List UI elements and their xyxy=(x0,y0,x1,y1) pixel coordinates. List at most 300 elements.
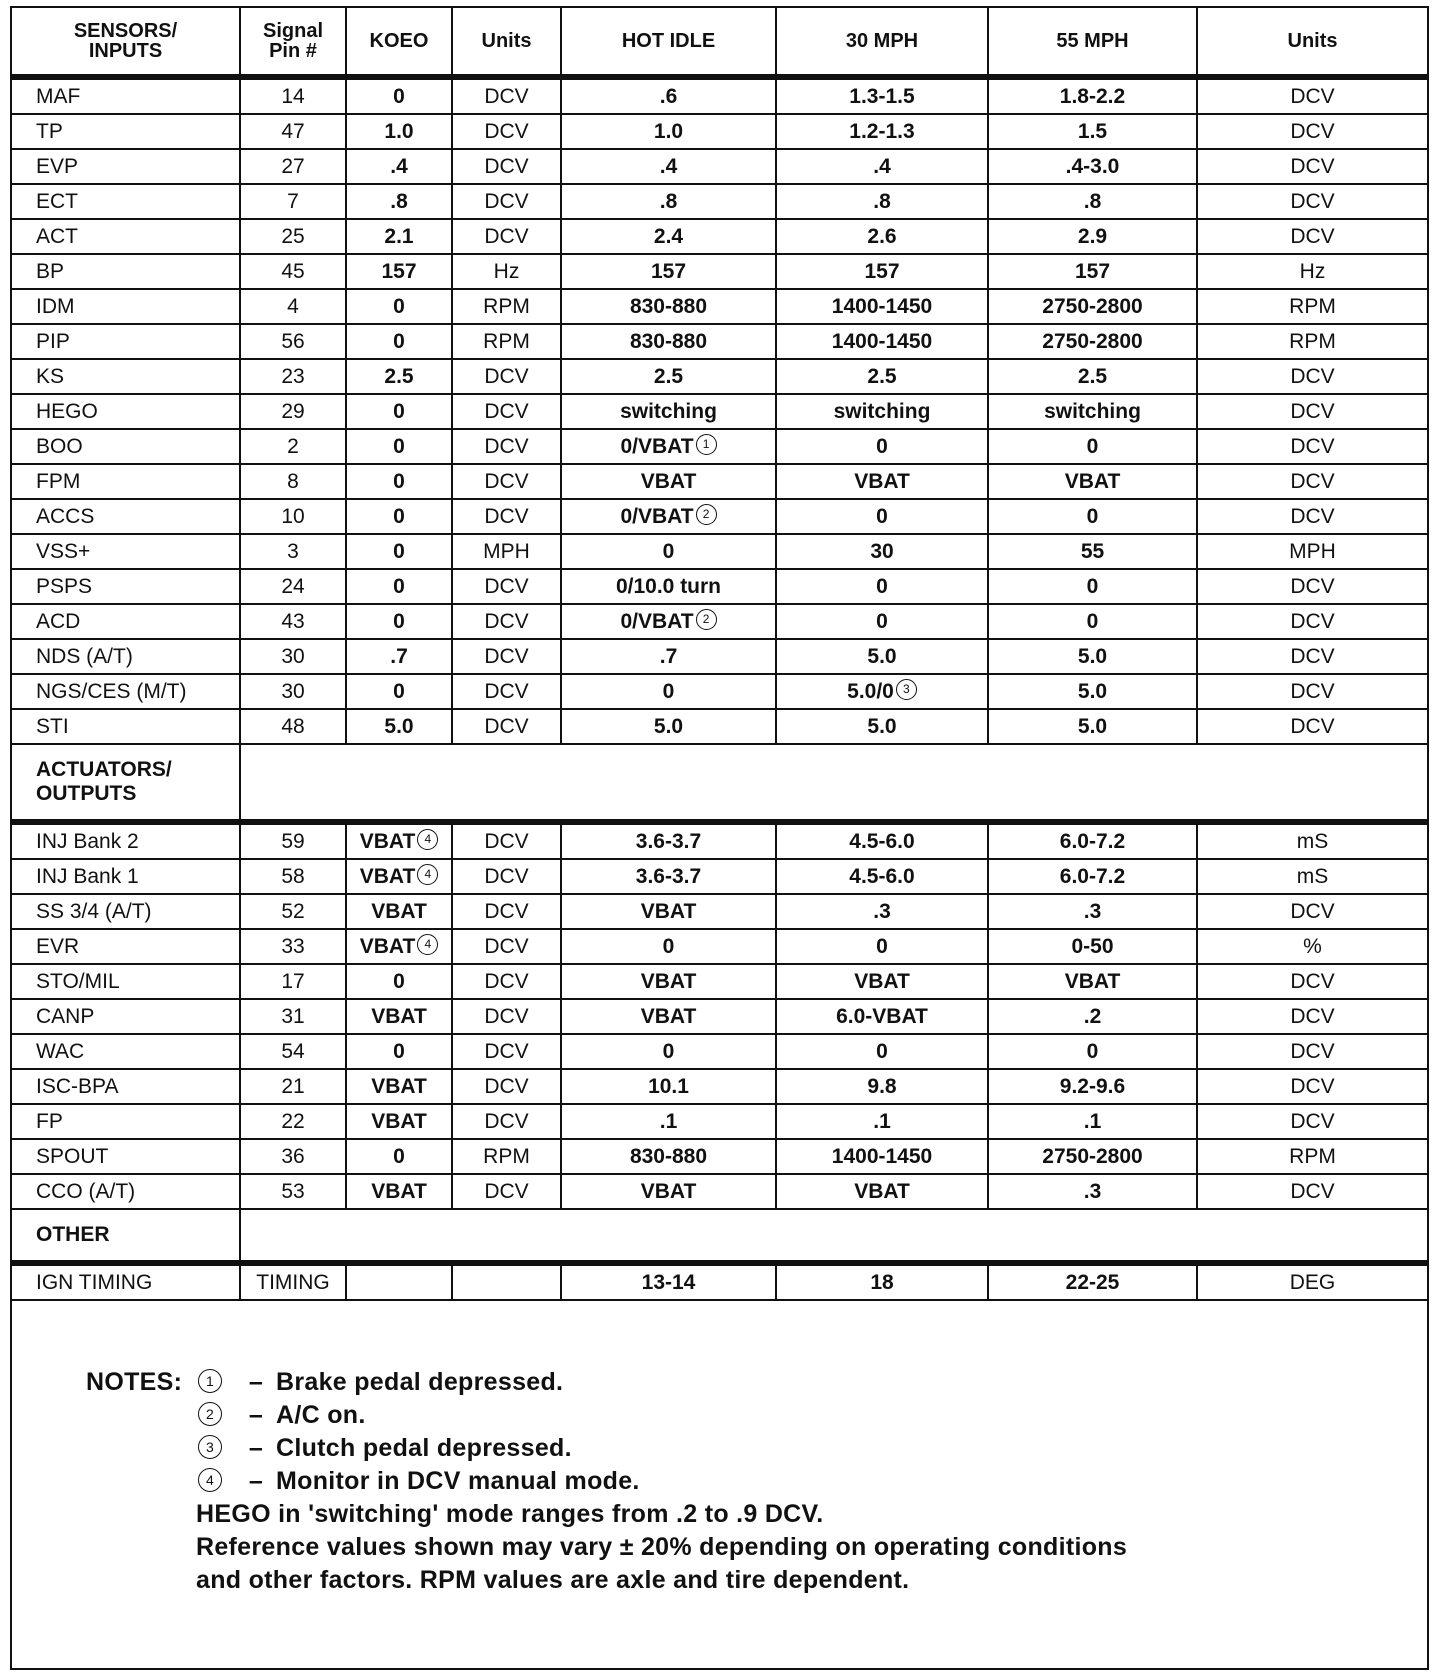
cell-value: 5.0 xyxy=(384,714,414,738)
cell-pin xyxy=(240,1174,346,1209)
table-row xyxy=(12,1069,1427,1104)
cell-mph30 xyxy=(776,429,988,464)
cell-value: 0/VBAT xyxy=(620,434,694,458)
notes-block xyxy=(86,1366,1127,1597)
cell-hot-idle xyxy=(561,499,776,534)
cell-value: DCV xyxy=(484,469,529,493)
cell-mph30 xyxy=(776,929,988,964)
table-row xyxy=(12,1263,1427,1300)
cell-units2 xyxy=(1197,464,1427,499)
cell-value: 56 xyxy=(281,329,305,353)
cell-value: 0 xyxy=(1086,1039,1099,1063)
cell-units2 xyxy=(1197,639,1427,674)
cell-value: .7 xyxy=(659,644,678,668)
cell-mph30 xyxy=(776,184,988,219)
note-row: 3 – Clutch pedal depressed. xyxy=(86,1432,1127,1465)
cell-units2 xyxy=(1197,359,1427,394)
cell-value: 5.0 xyxy=(867,644,897,668)
cell-koeo xyxy=(346,964,452,999)
cell-value: .4 xyxy=(873,154,891,178)
cell-value: .8 xyxy=(873,189,891,213)
cell-value: 2750-2800 xyxy=(1042,1144,1143,1168)
cell-value: DCV xyxy=(484,679,529,703)
cell-units2 xyxy=(1197,77,1427,114)
cell-pin xyxy=(240,1263,346,1300)
table-row xyxy=(12,499,1427,534)
cell-name xyxy=(12,534,240,569)
cell-value: 6.0-7.2 xyxy=(1059,864,1126,888)
other-section xyxy=(12,1209,1427,1263)
cell-hot-idle xyxy=(561,149,776,184)
cell-mph30 xyxy=(776,534,988,569)
cell-name xyxy=(12,639,240,674)
cell-hot-idle xyxy=(561,254,776,289)
cell-koeo xyxy=(346,929,452,964)
cell-value: .8 xyxy=(659,189,678,213)
cell-mph55 xyxy=(988,894,1197,929)
cell-hot-idle xyxy=(561,359,776,394)
header-sensors-inputs: SENSORS/ INPUTS xyxy=(12,8,240,77)
cell-units xyxy=(452,429,561,464)
note-marker: 4 xyxy=(417,934,438,955)
section-label-other: OTHER xyxy=(12,1209,240,1263)
header-units: Units xyxy=(452,8,561,77)
cell-value: 59 xyxy=(281,829,305,853)
cell-pin xyxy=(240,1069,346,1104)
section-header-actuators xyxy=(12,744,1427,822)
cell-koeo xyxy=(346,1263,452,1300)
cell-value: 2.5 xyxy=(867,364,897,388)
cell-value: 1.5 xyxy=(1077,119,1108,143)
cell-mph30 xyxy=(776,1034,988,1069)
cell-pin xyxy=(240,1104,346,1139)
cell-value: VBAT xyxy=(640,1004,697,1028)
cell-value: 0 xyxy=(876,434,888,458)
cell-value: DCV xyxy=(1290,899,1335,923)
cell-name xyxy=(12,1034,240,1069)
cell-name xyxy=(12,77,240,114)
table-row xyxy=(12,569,1427,604)
cell-value: DCV xyxy=(1290,969,1335,993)
cell-value: PSPS xyxy=(36,574,93,598)
cell-hot-idle xyxy=(561,219,776,254)
cell-value: 1.0 xyxy=(653,119,684,143)
cell-mph30 xyxy=(776,894,988,929)
cell-value: DCV xyxy=(484,1179,529,1203)
cell-value: 0 xyxy=(662,1039,675,1063)
cell-value: RPM xyxy=(483,294,530,318)
cell-value: 18 xyxy=(870,1270,894,1294)
cell-value: RPM xyxy=(1289,329,1336,353)
cell-mph30 xyxy=(776,999,988,1034)
cell-value: VSS+ xyxy=(36,539,91,563)
cell-mph55 xyxy=(988,429,1197,464)
cell-value: 830-880 xyxy=(629,294,708,318)
cell-mph55 xyxy=(988,1069,1197,1104)
cell-value: 830-880 xyxy=(629,1144,708,1168)
cell-value: Hz xyxy=(493,259,520,283)
cell-value: VBAT xyxy=(371,1109,427,1133)
cell-pin xyxy=(240,534,346,569)
cell-name xyxy=(12,149,240,184)
cell-pin xyxy=(240,289,346,324)
header-30-mph: 30 MPH xyxy=(776,8,988,77)
cell-value: 7 xyxy=(287,189,299,213)
cell-value: 0 xyxy=(876,1039,888,1063)
cell-mph30 xyxy=(776,639,988,674)
cell-pin xyxy=(240,184,346,219)
cell-mph55 xyxy=(988,464,1197,499)
cell-mph30 xyxy=(776,1139,988,1174)
cell-value: HEGO xyxy=(36,399,98,423)
cell-mph55 xyxy=(988,394,1197,429)
cell-units2 xyxy=(1197,184,1427,219)
cell-value: WAC xyxy=(36,1039,85,1063)
cell-value: 0 xyxy=(393,399,405,423)
cell-mph55 xyxy=(988,604,1197,639)
cell-value: .1 xyxy=(873,1109,891,1133)
cell-value: 0 xyxy=(876,504,888,528)
cell-value: 0 xyxy=(393,329,405,353)
cell-value: 5.0 xyxy=(653,714,684,738)
cell-value: RPM xyxy=(1289,294,1336,318)
cell-mph55 xyxy=(988,114,1197,149)
cell-koeo xyxy=(346,254,452,289)
cell-mph55 xyxy=(988,964,1197,999)
cell-value: 0 xyxy=(1086,504,1099,528)
cell-value: DCV xyxy=(484,224,529,248)
cell-value: DCV xyxy=(1290,609,1335,633)
table-row xyxy=(12,114,1427,149)
cell-value: DCV xyxy=(1290,364,1335,388)
table-row xyxy=(12,1034,1427,1069)
cell-pin xyxy=(240,674,346,709)
header-55-mph: 55 MPH xyxy=(988,8,1197,77)
cell-pin xyxy=(240,964,346,999)
cell-mph30 xyxy=(776,1069,988,1104)
cell-value: 0 xyxy=(393,469,405,493)
cell-koeo xyxy=(346,324,452,359)
cell-units2 xyxy=(1197,114,1427,149)
cell-value: 24 xyxy=(281,574,305,598)
cell-value: 0 xyxy=(876,574,888,598)
cell-value: PIP xyxy=(36,329,70,353)
cell-pin xyxy=(240,1034,346,1069)
cell-units2 xyxy=(1197,894,1427,929)
cell-units xyxy=(452,674,561,709)
table-row xyxy=(12,1139,1427,1174)
cell-value: 0 xyxy=(393,1144,405,1168)
cell-value: RPM xyxy=(1289,1144,1336,1168)
table-row xyxy=(12,709,1427,744)
cell-hot-idle xyxy=(561,1069,776,1104)
cell-value: DCV xyxy=(484,1074,529,1098)
cell-value: 45 xyxy=(281,259,305,283)
cell-pin xyxy=(240,639,346,674)
cell-units2 xyxy=(1197,219,1427,254)
cell-units2 xyxy=(1197,149,1427,184)
cell-mph55 xyxy=(988,289,1197,324)
cell-hot-idle xyxy=(561,859,776,894)
cell-value: SPOUT xyxy=(36,1144,109,1168)
cell-mph55 xyxy=(988,77,1197,114)
cell-mph55 xyxy=(988,929,1197,964)
cell-value: 5.0/0 xyxy=(847,679,894,703)
cell-hot-idle xyxy=(561,639,776,674)
cell-value: BP xyxy=(36,259,65,283)
cell-value: TIMING xyxy=(256,1270,330,1294)
cell-mph30 xyxy=(776,77,988,114)
cell-mph55 xyxy=(988,499,1197,534)
cell-value: 23 xyxy=(281,364,305,388)
cell-value: DCV xyxy=(484,1039,529,1063)
cell-value: 9.8 xyxy=(867,1074,897,1098)
cell-units xyxy=(452,534,561,569)
cell-value: 0 xyxy=(393,504,405,528)
cell-mph30 xyxy=(776,1263,988,1300)
cell-pin xyxy=(240,429,346,464)
cell-name xyxy=(12,1104,240,1139)
cell-value: switching xyxy=(1044,399,1141,423)
cell-mph30 xyxy=(776,149,988,184)
cell-pin xyxy=(240,149,346,184)
cell-koeo xyxy=(346,822,452,859)
cell-value: switching xyxy=(833,399,931,423)
cell-mph30 xyxy=(776,499,988,534)
cell-name xyxy=(12,604,240,639)
cell-value: DCV xyxy=(484,899,529,923)
cell-pin xyxy=(240,359,346,394)
note-text: A/C on. xyxy=(276,1401,366,1429)
table-row xyxy=(12,604,1427,639)
cell-hot-idle xyxy=(561,77,776,114)
cell-value: 830-880 xyxy=(629,329,708,353)
cell-hot-idle xyxy=(561,1139,776,1174)
cell-value: 8 xyxy=(287,469,299,493)
cell-units2 xyxy=(1197,289,1427,324)
cell-mph30 xyxy=(776,569,988,604)
cell-value: 14 xyxy=(281,84,305,108)
cell-value: DCV xyxy=(1290,154,1335,178)
cell-value: RPM xyxy=(483,1144,530,1168)
cell-units2 xyxy=(1197,394,1427,429)
cell-value: 157 xyxy=(1074,259,1111,283)
cell-mph55 xyxy=(988,149,1197,184)
cell-value: 0 xyxy=(876,609,888,633)
note-row: 4 – Monitor in DCV manual mode. xyxy=(86,1465,1127,1498)
cell-value: 0 xyxy=(662,679,675,703)
cell-value: 47 xyxy=(281,119,305,143)
cell-hot-idle xyxy=(561,674,776,709)
reference-values-sheet xyxy=(10,6,1429,1670)
cell-mph55 xyxy=(988,639,1197,674)
cell-name xyxy=(12,1263,240,1300)
note-line: and other factors. RPM values are axle and tire dependent. xyxy=(196,1566,910,1594)
cell-value: 1.0 xyxy=(384,119,414,143)
cell-pin xyxy=(240,822,346,859)
cell-koeo xyxy=(346,1069,452,1104)
cell-hot-idle xyxy=(561,569,776,604)
cell-value: .8 xyxy=(390,189,408,213)
cell-value: VBAT xyxy=(371,1074,427,1098)
section-header-other xyxy=(12,1209,1427,1263)
cell-value: DCV xyxy=(484,399,529,423)
cell-koeo xyxy=(346,674,452,709)
cell-mph30 xyxy=(776,604,988,639)
cell-value: 27 xyxy=(281,154,305,178)
cell-units xyxy=(452,289,561,324)
cell-value: DCV xyxy=(484,84,529,108)
cell-units2 xyxy=(1197,1174,1427,1209)
note-marker: 4 xyxy=(417,829,438,850)
cell-units xyxy=(452,219,561,254)
cell-mph30 xyxy=(776,289,988,324)
cell-value: DCV xyxy=(484,504,529,528)
cell-units xyxy=(452,639,561,674)
cell-name xyxy=(12,1139,240,1174)
cell-units xyxy=(452,114,561,149)
cell-koeo xyxy=(346,1174,452,1209)
cell-value: .7 xyxy=(390,644,408,668)
cell-value: MAF xyxy=(36,84,81,108)
cell-value: 9.2-9.6 xyxy=(1059,1074,1126,1098)
table-row xyxy=(12,219,1427,254)
cell-value: VBAT xyxy=(854,469,910,493)
table-row xyxy=(12,77,1427,114)
cell-units xyxy=(452,149,561,184)
cell-value: FPM xyxy=(36,469,81,493)
cell-value: 55 xyxy=(1080,539,1105,563)
cell-value: mS xyxy=(1296,829,1329,853)
cell-value: .3 xyxy=(1083,899,1102,923)
cell-koeo xyxy=(346,219,452,254)
cell-koeo xyxy=(346,1104,452,1139)
cell-hot-idle xyxy=(561,822,776,859)
cell-units2 xyxy=(1197,1139,1427,1174)
cell-name xyxy=(12,1069,240,1104)
cell-value: 5.0 xyxy=(867,714,897,738)
cell-units2 xyxy=(1197,709,1427,744)
cell-value: FP xyxy=(36,1109,63,1133)
cell-value: ACCS xyxy=(36,504,95,528)
cell-units xyxy=(452,859,561,894)
cell-name xyxy=(12,1174,240,1209)
header-units-right: Units xyxy=(1197,8,1427,77)
cell-pin xyxy=(240,254,346,289)
cell-value: .4-3.0 xyxy=(1065,154,1120,178)
cell-value: 29 xyxy=(281,399,305,423)
cell-units2 xyxy=(1197,429,1427,464)
cell-value: 0 xyxy=(393,1039,405,1063)
cell-value: 3 xyxy=(287,539,299,563)
cell-value: VBAT xyxy=(371,899,427,923)
cell-value: DCV xyxy=(484,119,529,143)
cell-value: DCV xyxy=(484,434,529,458)
cell-value: SS 3/4 (A/T) xyxy=(36,899,152,923)
cell-units2 xyxy=(1197,254,1427,289)
cell-value: VBAT xyxy=(640,899,697,923)
cell-units2 xyxy=(1197,604,1427,639)
cell-name xyxy=(12,929,240,964)
cell-mph30 xyxy=(776,1104,988,1139)
cell-hot-idle xyxy=(561,394,776,429)
section-blank xyxy=(240,1209,1427,1263)
note-text: Monitor in DCV manual mode. xyxy=(276,1467,640,1495)
cell-value: DCV xyxy=(484,364,529,388)
cell-value: CCO (A/T) xyxy=(36,1179,136,1203)
cell-koeo xyxy=(346,859,452,894)
cell-units2 xyxy=(1197,534,1427,569)
table-row xyxy=(12,359,1427,394)
cell-value: 0/10.0 turn xyxy=(615,574,722,598)
cell-value: DCV xyxy=(1290,84,1335,108)
note-row: 2 – A/C on. xyxy=(86,1399,1127,1432)
cell-value: DCV xyxy=(1290,1074,1335,1098)
table-row xyxy=(12,254,1427,289)
cell-units xyxy=(452,709,561,744)
cell-value: DCV xyxy=(484,714,529,738)
cell-name xyxy=(12,999,240,1034)
cell-mph55 xyxy=(988,219,1197,254)
cell-mph55 xyxy=(988,324,1197,359)
cell-mph55 xyxy=(988,709,1197,744)
cell-value: VBAT xyxy=(371,1179,427,1203)
cell-value: 13-14 xyxy=(641,1270,696,1294)
cell-value: VBAT xyxy=(371,1004,427,1028)
cell-hot-idle xyxy=(561,534,776,569)
cell-hot-idle xyxy=(561,1174,776,1209)
cell-units2 xyxy=(1197,1069,1427,1104)
note-marker: 2 xyxy=(696,504,717,525)
cell-value: 1.3-1.5 xyxy=(849,84,915,108)
cell-koeo xyxy=(346,894,452,929)
cell-hot-idle xyxy=(561,894,776,929)
cell-value: EVP xyxy=(36,154,79,178)
header-hot-idle: HOT IDLE xyxy=(561,8,776,77)
cell-value: KS xyxy=(36,364,65,388)
cell-value: MPH xyxy=(483,539,530,563)
cell-mph30 xyxy=(776,359,988,394)
cell-value: 2.1 xyxy=(384,224,414,248)
cell-value: 3.6-3.7 xyxy=(635,829,702,853)
cell-value: DEG xyxy=(1289,1270,1336,1294)
table-row xyxy=(12,674,1427,709)
cell-value: 6.0-VBAT xyxy=(836,1004,928,1028)
cell-units2 xyxy=(1197,999,1427,1034)
cell-value: VBAT xyxy=(1064,969,1121,993)
table-row xyxy=(12,894,1427,929)
cell-mph55 xyxy=(988,1034,1197,1069)
cell-value: DCV xyxy=(1290,119,1335,143)
cell-value: 2.9 xyxy=(1077,224,1108,248)
notes-label: NOTES: xyxy=(86,1368,183,1396)
other-rows xyxy=(12,1263,1427,1300)
cell-value: 2.5 xyxy=(384,364,414,388)
cell-pin xyxy=(240,114,346,149)
cell-koeo xyxy=(346,114,452,149)
note-marker: 4 xyxy=(198,1468,222,1492)
cell-value: NGS/CES (M/T) xyxy=(36,679,187,703)
cell-koeo xyxy=(346,289,452,324)
cell-hot-idle xyxy=(561,929,776,964)
cell-koeo xyxy=(346,604,452,639)
cell-name xyxy=(12,429,240,464)
cell-mph30 xyxy=(776,219,988,254)
cell-value: 1400-1450 xyxy=(831,1144,933,1168)
cell-value: 0 xyxy=(393,679,405,703)
cell-value: .1 xyxy=(1083,1109,1102,1133)
cell-value: 2 xyxy=(287,434,299,458)
